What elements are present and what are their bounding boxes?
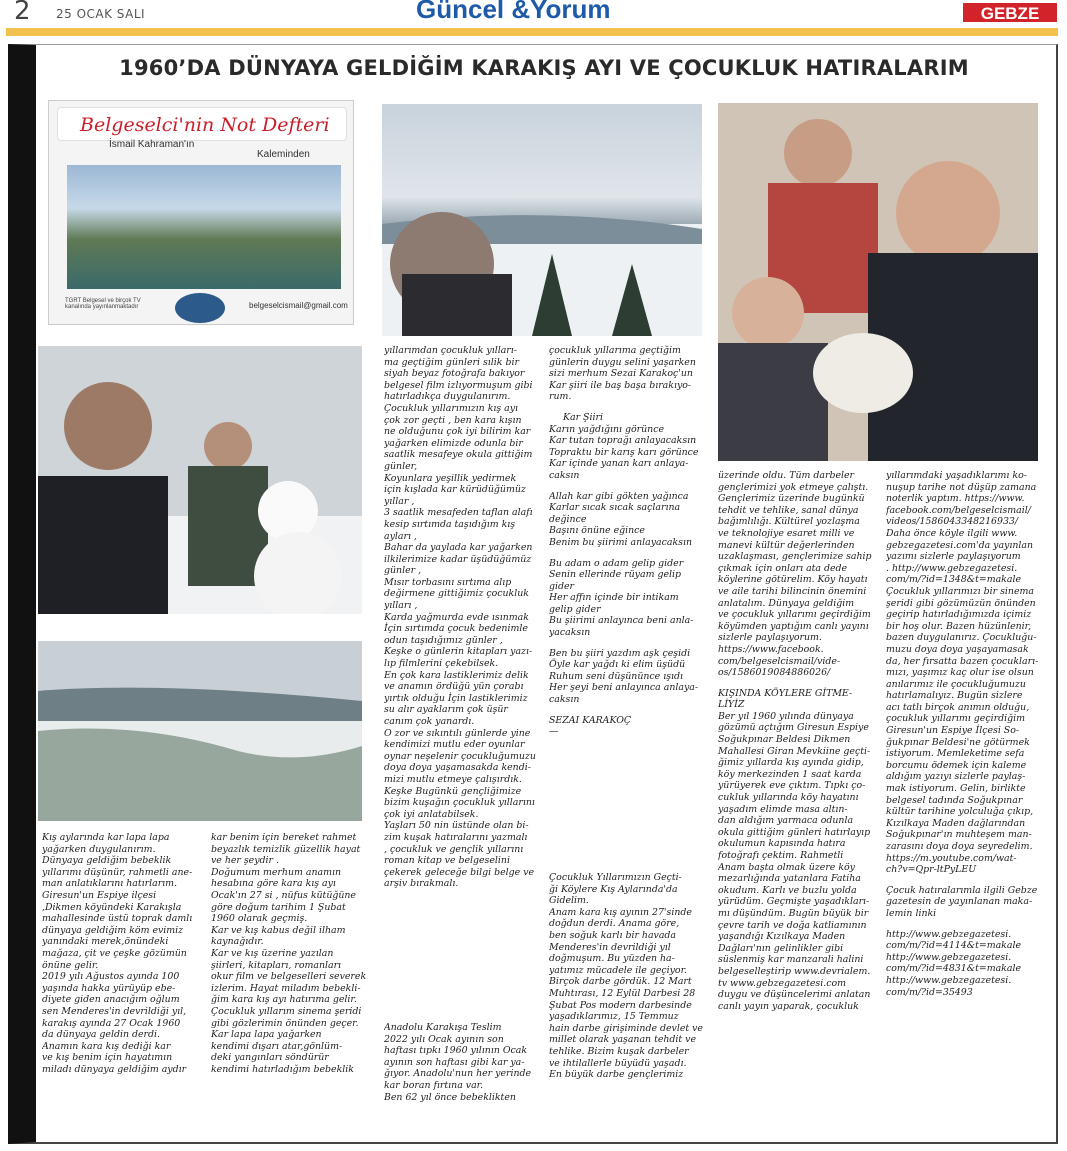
text-line: Soğukpınar'ın muhteşem man- [886, 829, 1032, 841]
text-line: lemin linki [886, 907, 937, 919]
text-line: fotoğrafı çektim. Rahmetli [718, 850, 844, 861]
poem-line: Kar içinde yanan karı anlaya- [549, 458, 689, 470]
text-line: gazetesin de yayınlanan maka- [886, 896, 1033, 908]
text-line: ayları , [384, 530, 417, 542]
text-line: Çocukluk Yıllarımızın Geçti- [549, 872, 682, 883]
text-line: hatırladıkça duygulanırım. [384, 391, 511, 403]
text-line: noterlik yaptım. https://www. [886, 493, 1025, 505]
text-column-3 [384, 345, 544, 995]
poem-line: Ruhum seni düşününce ışıdı [549, 670, 684, 682]
text-line: İçin sırtımda çocuk bedenimle [384, 623, 528, 635]
text-line: com/m/?id=1348&t=makale [886, 574, 1021, 586]
text-line: http://www.gebzegazetesi. [886, 928, 1012, 940]
brand-email: belgeselcismail@gmail.com [249, 301, 348, 310]
text-line: çocukluk yıllarıma geçtiğim [549, 345, 681, 356]
poem-title: Kar Şiiri [563, 411, 603, 423]
text-line: http://www.gebzegazetesi. [886, 974, 1012, 986]
text-line: Keşke o günlerin kitapları yazı- [384, 646, 533, 658]
text-line: okula gittiğim günleri hatırlayıp [718, 826, 871, 838]
text-line: Çocuk hatıralarımla ilgili Gebze [886, 884, 1038, 896]
text-line: Koyunlara yeşillik yedirmek [384, 472, 517, 484]
poem-line: Öyle kar yağdı ki elim üşüdü [549, 659, 686, 671]
text-line: com/m/?id=4114&t=makale [886, 940, 1021, 952]
brand-subtitle: Kaleminden [257, 149, 310, 160]
poem-line: Senin ellerinde rüyam gelip [549, 569, 681, 581]
text-column-1 [42, 832, 202, 1137]
text-line: bir hoş olur. Bazen hüzünlenir, [886, 620, 1032, 632]
text-line: Mahallesi Giran Mevkiine geçti- [718, 745, 871, 757]
text-line: hesabına göre kara kış ayı [211, 878, 336, 890]
poem-line: Karın yağdığını görünce [549, 423, 664, 435]
text-line: Gençlerimiz üzerinde bugünkü [718, 493, 865, 505]
text-line: günler , [384, 565, 422, 577]
text-line: Çocukluk yıllarım sinema şeridi [211, 1005, 362, 1017]
masthead [0, 0, 1067, 28]
text-line: LİYİZ [718, 699, 745, 711]
text-line: gözümü açtığım Giresun Espiye [718, 722, 869, 734]
text-line: Şubat Pos modern darbesinde [549, 999, 692, 1011]
text-line: doğmuşum. Bu yüzden ha- [549, 953, 675, 965]
poem-line: Bu şiirimi anlayınca beni anla- [549, 615, 694, 627]
text-line: kendimi dışarı atar,gönlüm- [211, 1040, 343, 1052]
text-line: kar boran fırtına var. [384, 1079, 484, 1091]
text-line: belgesel film izlıyormuşum gibi [384, 379, 533, 391]
text-line: hatırlamalıyız. Bugün sizlere [886, 690, 1023, 702]
text-line: diyete giden anacığım oğlum [42, 994, 180, 1006]
text-line: ğimiz yıllarda kış ayında gidip, [718, 757, 864, 769]
text-line: borcumu ödemek için kaleme [886, 759, 1027, 771]
poem-line: gelip gider [549, 603, 601, 615]
text-line: süslenmiş kar manzarali halini [718, 954, 864, 966]
text-line: beyazlık temizlik güzellik hayat [211, 843, 361, 855]
poem-line: Ben bu şiiri yazdım aşk çeşidi [549, 647, 691, 659]
text-line: tehdit ve tehlike, sanal dünya [718, 504, 859, 516]
text-line: Soğukpınar Beldesi Dikmen [718, 734, 851, 746]
text-line: bağımlılığı. Kültürel yozlaşma [718, 516, 860, 528]
text-line: ve çocukluk yıllarımı geçirdiğim [718, 609, 871, 621]
text-line: bizim kuşağın çocukluk yıllarını [384, 797, 535, 809]
photo-snowman [38, 346, 362, 614]
text-line: Ber yıl 1960 yılında dünyaya [718, 710, 854, 722]
text-line: günler, [384, 460, 418, 472]
text-line: mı düşündüm. Bugün büyük bir [718, 907, 869, 919]
text-line: Yaşları 50 nin üstünde olan bi- [384, 820, 529, 832]
text-line: da, her fırsatta bazen çocukları- [886, 655, 1039, 667]
text-line: oynar neşelenir çocukluğumuzu [384, 750, 536, 762]
text-line: com/m/?id=35493 [886, 986, 973, 998]
text-line: Muhtırası, 12 Eylül Darbesi 28 [549, 987, 696, 999]
text-line: 1960 olarak geçmiş. [211, 913, 308, 925]
text-line: zarasını doya doya seyredelim. [886, 841, 1033, 852]
text-line: Keşke Bugünkü gençliğimize [384, 785, 522, 797]
text-line: saatlik mesafeye okula gittiğim [384, 449, 533, 461]
poem-line: Her şeyi beni anlayınca anlaya- [549, 682, 699, 694]
text-line: ,Dikmen köyündeki Karakışla [42, 901, 182, 913]
text-line: mak istiyorum. Gelin, birlikte [886, 783, 1026, 795]
header-rule [6, 28, 1058, 36]
text-line: köy merkezinden 1 saat karda [718, 768, 862, 780]
article-headline: 1960’DA DÜNYAYA GELDİĞİM KARAKIŞ AYI VE ÇOCUKLUK HATIRALARIM [119, 56, 969, 80]
text-line: Çocukluk yıllarımızın kış ayı [384, 402, 519, 414]
landscape-illustration [38, 641, 362, 821]
text-line: tv www.gebzegazetesi.com [718, 977, 846, 989]
text-line: rum. [549, 391, 572, 403]
text-line: ğıyor. Anadolu'nun her yerinde [384, 1068, 532, 1080]
text-line: deki yangınları söndürür [211, 1052, 329, 1064]
poem-line: Topraktu bir karış karı görünce [549, 446, 699, 458]
text-line: göre doğum tarihim 1 Şubat [211, 901, 346, 913]
text-line: Birçok darbe gördük. 12 Mart [549, 976, 692, 988]
text-line: kendimizi mutlu eder oyunlar [384, 739, 525, 751]
text-line: yanındaki merek,önündeki [42, 936, 169, 948]
text-line: KIŞINDA KÖYLERE GİTME- [718, 687, 853, 699]
text-column-5 [718, 470, 878, 1140]
channel-badge-icon [175, 293, 225, 323]
poem-line: Başını önüne eğince [549, 525, 645, 537]
text-line: sizi merhum Sezai Karakoç'un [549, 368, 693, 380]
text-line: yatımız mücadele ile geçiyor. [549, 964, 687, 976]
text-line: 3 saatlik mesafeden taflan alafı [384, 507, 533, 519]
photo-family [718, 103, 1038, 461]
text-line: değirmene gittiğimiz çocukluk [384, 588, 529, 600]
text-line: Çocukluk yıllarımızı bir sinema [886, 585, 1034, 597]
text-line: Anam kara kış ayının 27'sinde [549, 906, 692, 918]
text-line: os/1586019084886026/ [718, 667, 831, 679]
text-line: okur film ve belgeselleri severek [211, 971, 367, 983]
text-line: Dünyaya geldiğim bebeklik [42, 855, 172, 867]
page-number: 2 [14, 0, 31, 26]
text-line: şiirleri, kitapları, romanları [211, 959, 342, 971]
text-line: dan aldığım yarmaca odunla [718, 815, 854, 827]
text-line: doğdun derdi. Anama göre, [549, 918, 680, 930]
text-line: yırtık olduğu İçin lastiklerimiz [384, 692, 528, 704]
issue-date: 25 OCAK SALI [56, 7, 146, 21]
poem-line: — [549, 726, 559, 738]
text-line: karakış ayında 27 Ocak 1960 [42, 1017, 181, 1029]
text-line: Menderes'in devrildiği yıl [549, 941, 671, 953]
text-line: yıllar , [384, 495, 415, 507]
text-line: ve anamın ördüğü yün çorabı [384, 681, 524, 693]
text-line: muzu doya doya yaşayamasak [886, 643, 1029, 655]
text-line: yıllarımdaki yaşadıklarımı ko- [886, 470, 1027, 481]
text-line: Giresun'un Espiye ilçesi [42, 889, 157, 901]
text-line: belgeselleştirip www.devrialem. [718, 965, 871, 977]
text-line: com/belgeselcismail/vide- [718, 655, 841, 667]
text-line: miladı dünyaya geldiğim aydır [42, 1063, 187, 1075]
text-line: tehlike. Bizim kuşak darbeler [549, 1045, 689, 1057]
text-line: yürüyerek eve çıktım. Tıpkı ço- [718, 780, 866, 792]
text-line: anlatalım. Dünyaya geldiğim [718, 597, 855, 609]
text-line: . http://www.gebzegazetesi. [886, 562, 1018, 574]
text-line: man anlatıklarını hatırlarım. [42, 878, 178, 890]
text-line: önüne gelir. [42, 959, 99, 971]
text-line: https://m.youtube.com/wat- [886, 852, 1017, 864]
text-line: Dağları'nın gelinlikler gibi [718, 942, 844, 954]
brand-banner [57, 107, 347, 141]
family-illustration [718, 103, 1038, 461]
text-line: Daha önce köyle ilgili www. [886, 527, 1018, 539]
text-line: ilkilerimize kadar üşüdüğümüz [384, 553, 532, 565]
poem-line: Bu adam o adam gelip gider [549, 557, 684, 569]
text-line: Kar lapa lapa yağarken [211, 1029, 322, 1041]
text-line: kendimi hatırladığım bebeklik [211, 1063, 354, 1075]
text-column-4-sub [549, 872, 709, 1140]
text-line: En büyük darbe gençlerimiz [549, 1069, 684, 1081]
text-column-4 [549, 345, 709, 825]
text-line: yaşında hakka yürüyüp ebe- [42, 982, 176, 994]
text-line: köylerine götürelim. Köy hayatı [718, 574, 868, 586]
text-line: ve kış benim için hayatımın [42, 1052, 173, 1064]
poem-line: Her affın içinde bir intikam [549, 592, 679, 604]
poem-line: caksın [549, 469, 580, 481]
text-line: haftası tıpkı 1960 yılının Ocak [384, 1045, 528, 1057]
text-column-2 [211, 832, 371, 1137]
text-line: yılları , [384, 600, 418, 612]
text-line: yaşadım elimde masa altın- [718, 803, 848, 815]
text-line: mızı, yaşımız kaç olur ise olsun [886, 667, 1034, 679]
poem-line: değince [549, 513, 587, 525]
text-line: ği Köylere Kış Aylarında'da [549, 883, 678, 895]
poem-line: SEZAI KARAKOÇ [549, 714, 632, 726]
text-line: Kızılkaya Maden dağlarından [886, 817, 1026, 829]
poem-line: gider [549, 580, 575, 592]
poem-line: caksın [549, 694, 580, 706]
text-line: canım çok yanardı. [384, 716, 475, 727]
text-line: Kış aylarında kar lapa lapa [42, 832, 170, 843]
text-line: https://www.facebook. [718, 643, 824, 655]
text-line: günlerin duygu selini yaşarken [549, 356, 696, 368]
poem-line: Allah kar gibi gökten yağınca [549, 490, 689, 502]
text-line: 2022 yılı Ocak ayının son [384, 1033, 504, 1045]
text-line: okudum. Karlı ve buzlu yolda [718, 884, 857, 896]
photo-snowy-landscape [38, 641, 362, 821]
text-line: bazen duygulanırız. Çocukluğu- [886, 632, 1037, 644]
text-line: şeridi gibi gözümüzün önünden [886, 597, 1036, 609]
text-line: izlerim. Hayat miladım bebekli- [211, 982, 361, 994]
brand-author: İsmail Kahraman'ın [109, 139, 195, 150]
text-line: ve ihtilallerle büyüdü yaşadı. [549, 1057, 687, 1069]
text-line: gençlerimizi yok etmeye çalıştı. [718, 481, 869, 493]
text-line: Kar şiiri ile baş başa bırakıyo- [549, 379, 692, 391]
text-line: videos/1586043348216933/ [886, 516, 1019, 528]
text-line: O zor ve sıkıntılı günlerde yine [384, 727, 531, 739]
text-line: mezarlığında yatanlara Fatiha [718, 873, 861, 885]
text-line: çok iyi anlatabilsek. [384, 808, 479, 820]
text-line: belgesel tadında Soğukpınar [886, 794, 1023, 806]
text-line: Ocak'ın 27 si , nüfus kütüğüne [211, 889, 356, 901]
text-line: Kar ve kış üzerine yazılan [211, 947, 334, 959]
poem-line: Benim bu şiirimi anlayacaksın [549, 536, 692, 548]
text-line: http://www.gebzegazetesi. [886, 951, 1012, 963]
text-line: ne olduğunu çok iyi bilirim kar [384, 426, 531, 438]
text-line: kültür tarihine yolculuğa çıkıp, [886, 806, 1034, 818]
section-title: Güncel &Yorum [416, 0, 611, 24]
text-line: yağarken elimizde odunla bir [384, 437, 523, 449]
text-line: uzaklaşması, gençlerimize sahip [718, 551, 872, 563]
text-line: siyah beyaz fotoğrafa bakıyor [384, 368, 525, 380]
photo-snowy-coast-selfie [382, 104, 702, 336]
text-line: acı tatlı birçok anımın olduğu, [886, 701, 1030, 713]
text-line: nuşup tarihe not düşüp zamana [886, 481, 1037, 493]
bridge-photo [67, 165, 341, 289]
text-line: Gidelim. [549, 895, 589, 907]
text-line: duygu ve düşüncelerimi anlatan [718, 989, 871, 1001]
text-line: lıp filmlerini çekebilsek. [384, 658, 499, 670]
text-line: com/m/?id=4831&t=makale [886, 963, 1021, 975]
poem-line: Karlar sıcak sıcak saçlarına [549, 502, 681, 514]
text-line: su alır ayaklarım çok üşür [384, 704, 508, 716]
text-line: ve teknolojiye esaret milli ve [718, 527, 855, 539]
text-line: sizlerle paylaşıyorum. [718, 632, 822, 644]
text-line: ğukpınar Beldesi'ne götürmek [886, 736, 1030, 748]
text-line: gibi gözlerimin önünden geçer. [211, 1017, 359, 1029]
text-line: Kar ve kış kabus değil ilham [211, 924, 346, 936]
text-line: Mısır torbasını sırtıma alıp [384, 576, 512, 588]
text-line: çekerek geleceğe bilgi belge ve [384, 866, 535, 878]
text-line: Anamın kara kış dediği kar [42, 1040, 171, 1052]
text-line: 2019 yılı Ağustos ayında 100 [42, 971, 180, 983]
snowy-coast-illustration [382, 104, 702, 336]
text-line: sen Menderes'in devrildiği yıl, [42, 1005, 187, 1017]
text-line: Ben 62 yıl önce bebeklikten [384, 1091, 516, 1103]
text-line: Bahar da yaylada kar yağarken [384, 542, 533, 554]
text-line: anılarımız ile çocukluğumuzu [886, 678, 1026, 690]
snowman-illustration [38, 346, 362, 614]
text-line: okulumun kapısında hatıra [718, 838, 846, 850]
text-line: çıkmak için onları ata dede [718, 562, 848, 574]
brand-footnote: TGRT Belgesel ve birçok TV kanalında yayınlanmaktadır [65, 298, 141, 310]
text-line: yürüdüm. Geçmişte yaşadıkları- [718, 896, 870, 908]
text-line: Anam başta olmak üzere köy [718, 861, 855, 873]
text-line: çok zor geçti , ben kara kışın [384, 414, 522, 426]
text-line: için kışlada kar kürüdüğümüz [384, 484, 526, 496]
text-line: yağarken duygulanırım. [42, 843, 156, 855]
text-line: roman kitap ve belgeselini [384, 855, 510, 867]
text-line: ayının son haftası gibi kar ya- [384, 1056, 525, 1068]
text-line: kar benim için bereket rahmet [211, 832, 357, 843]
text-line: da dünyaya geldin derdi. [42, 1029, 160, 1041]
text-line: manevi kültür değerlerinden [718, 539, 855, 551]
poem-line: yacaksın [549, 627, 591, 639]
text-column-3-sub [384, 1022, 544, 1142]
text-line: mağaza, çit ve çeşke gözümün [42, 947, 187, 959]
text-line: zim kuşak hatıralarını yazmalı [384, 831, 528, 843]
text-line: Doğumum merhum anamın [211, 866, 342, 878]
text-line: Giresun'un Espiye İlçesi So- [886, 725, 1020, 737]
text-line: ve her şeydir . [211, 855, 279, 867]
column-logo-image [48, 100, 354, 325]
text-line: mahallesinde üstü toprak damlı [42, 913, 193, 925]
text-line: dünyaya geldiğim köm evimiz [42, 924, 184, 936]
text-line: odun taşıdığımız günler , [384, 634, 503, 646]
text-line: yaşandığı Kızılkaya Maden [718, 931, 846, 943]
text-line: arşiv bırakmalı. [384, 878, 459, 890]
text-line: köyümden yaptığım canlı yayını [718, 620, 869, 632]
text-line: yaşadıklarımız, 15 Temmuz [549, 1011, 679, 1023]
text-line: cukluk yıllarında köy hayatını [718, 792, 859, 804]
text-line: millet olarak yaşanan tehdit ve [549, 1034, 697, 1046]
text-line: geçirip hatırladığımızda içimiz [886, 609, 1032, 621]
text-line: canlı yayın yaparak, çocukluk [718, 1000, 859, 1012]
text-line: üzerinde oldu. Tüm darbeler [718, 470, 855, 481]
newspaper-logo: GEBZE [963, 0, 1057, 22]
text-line: ve aile tarihi bilincinin önemini [718, 585, 867, 597]
text-line: çocukluk yıllarımı geçirdiğim [886, 713, 1025, 725]
text-line: , çocukluk ve gençlik yıllarını [384, 843, 524, 855]
text-line: ma geçtiğim günleri sılik bir [384, 356, 519, 368]
text-line: Anadolu Karakışa Teslim [384, 1022, 502, 1033]
poem-line: Kar tutan toprağı anlayacaksın [549, 435, 697, 447]
text-line: yazımı sizlerle paylaşıyorum [886, 551, 1021, 563]
text-line: ğim kara kış ayı hatırıma gelir. [211, 994, 357, 1006]
text-line: çevre tarih ve doğa katliamının [718, 919, 867, 931]
text-line: mizi mutlu etmeye çalışırdık. [384, 773, 522, 785]
text-line: kaynağıdır. [211, 936, 264, 948]
text-column-6 [886, 470, 1054, 1140]
text-line: kesip sırtımda taşıdığım kış [384, 518, 516, 530]
text-line: yıllarımdan çocukluk yılları- [384, 345, 517, 356]
text-line: facebook.com/belgeselcismail/ [886, 504, 1031, 516]
text-line: istiyorum. Memleketime sefa [886, 748, 1025, 760]
text-line: yıllarımı düşünür, rahmetli ane- [42, 866, 193, 878]
brand-title: Belgeselci'nin Not Defteri [80, 114, 330, 136]
text-line: ben soğuk karlı bir havada [549, 929, 677, 941]
text-line: En çok kara lastiklerimiz delik [384, 669, 529, 681]
text-line: aldığım yazıyı sizlerle paylaş- [886, 771, 1026, 783]
text-line: doya doya yaşamasakda kendi- [384, 762, 531, 774]
text-line: ch?v=Qpr-ltPyLEU [886, 864, 977, 876]
text-line: gebzegazetesi.com'da yayınlan [886, 539, 1033, 551]
text-line: Karda yağmurda evde ısınmak [384, 611, 529, 623]
text-line: hain darbe girişiminde devlet ve [549, 1022, 703, 1034]
